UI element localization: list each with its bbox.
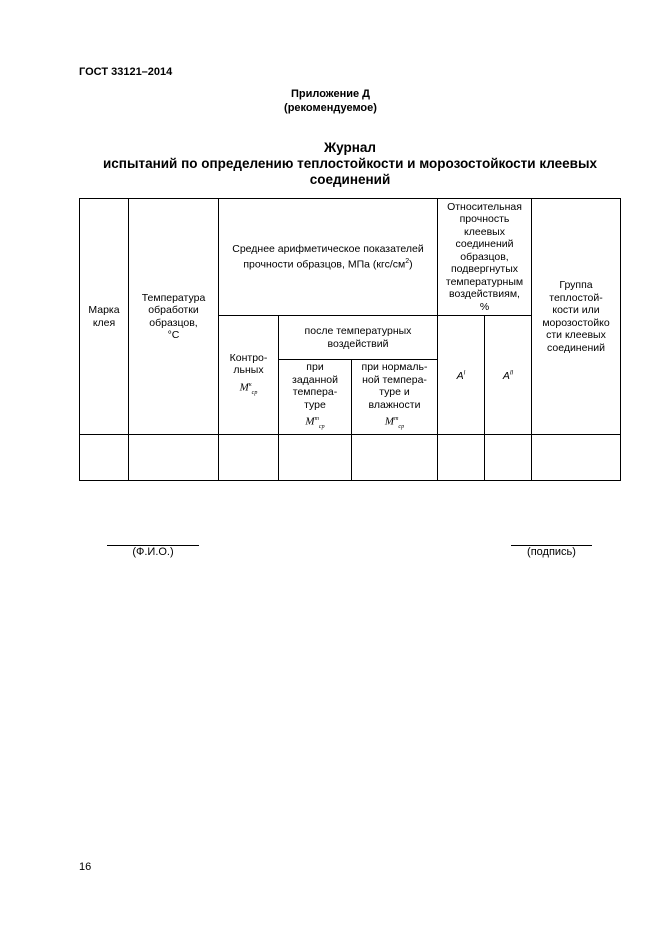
table-cell (80, 435, 129, 481)
symbol-sub: ср (318, 423, 325, 430)
page-number: 16 (79, 861, 92, 873)
symbol-k: к (248, 381, 252, 388)
table-cell (279, 435, 352, 481)
standard-designation: ГОСТ 33121–2014 (79, 66, 173, 78)
journal-title: Журнал (323, 140, 377, 155)
header-after-temp: после температурных воздействий (279, 316, 438, 360)
symbol-m-given (305, 413, 324, 433)
table-cell (219, 435, 279, 481)
symbol-i: I (463, 370, 466, 377)
table-cell (532, 435, 621, 481)
symbol-m-control (240, 379, 258, 399)
header-group: Группа теплостой- кости или морозостойко сти клеевых соединений (532, 199, 621, 435)
header-mean-sup: 2 (405, 257, 410, 265)
header-a1 (438, 316, 485, 435)
header-normal-label: при нормаль- ной темпера- туре и влажности (361, 361, 428, 411)
symbol-m: M (239, 381, 249, 394)
appendix-note: (рекомендуемое) (284, 102, 377, 114)
symbol-sub: ср (251, 389, 258, 396)
signature-name-label: (Ф.И.О.) (132, 546, 174, 558)
header-control-label: Контро- льных (229, 351, 268, 376)
header-given-label: при заданной темпера- туре (292, 361, 338, 411)
symbol-m-normal (385, 413, 404, 433)
table-cell (352, 435, 438, 481)
signature-sign-block (511, 545, 592, 558)
table-cell (438, 435, 485, 481)
symbol-t: т (314, 416, 319, 422)
table-row (80, 435, 621, 481)
header-brand: Марка клея (80, 199, 129, 435)
signature-name-block (107, 545, 199, 558)
symbol-a: A (502, 370, 510, 383)
symbol-sub: ср (398, 423, 405, 430)
journal-subtitle-line1: испытаний по определению теплостойкости и морозостойкости клеевых (102, 156, 597, 171)
header-a2 (485, 316, 532, 435)
header-relative-strength: Относительная прочность клеевых соединений образцов, подвергнутых температурным воздействиям, % (438, 199, 532, 316)
header-normal-temp (352, 360, 438, 435)
header-temperature: Температура обработки образцов, °С (129, 199, 219, 435)
header-mean-strength (219, 199, 438, 316)
header-control (219, 316, 279, 435)
header-mean-end: ) (409, 258, 413, 271)
table-cell (485, 435, 532, 481)
header-mean-text: Среднее арифметическое показателей прочности образцов, МПа (кгс/см (232, 243, 424, 271)
table-cell (129, 435, 219, 481)
symbol-m: M (305, 415, 315, 428)
appendix-title: Приложение Д (291, 88, 370, 100)
symbol-t: т (394, 416, 399, 422)
symbol-m: M (384, 415, 395, 428)
header-given-temp (279, 360, 352, 435)
symbol-a: A (456, 370, 464, 383)
symbol-ii: II (509, 370, 514, 377)
journal-table (79, 198, 621, 481)
signature-sign-label: (подпись) (527, 546, 576, 558)
journal-subtitle-line2: соединений (309, 172, 391, 187)
